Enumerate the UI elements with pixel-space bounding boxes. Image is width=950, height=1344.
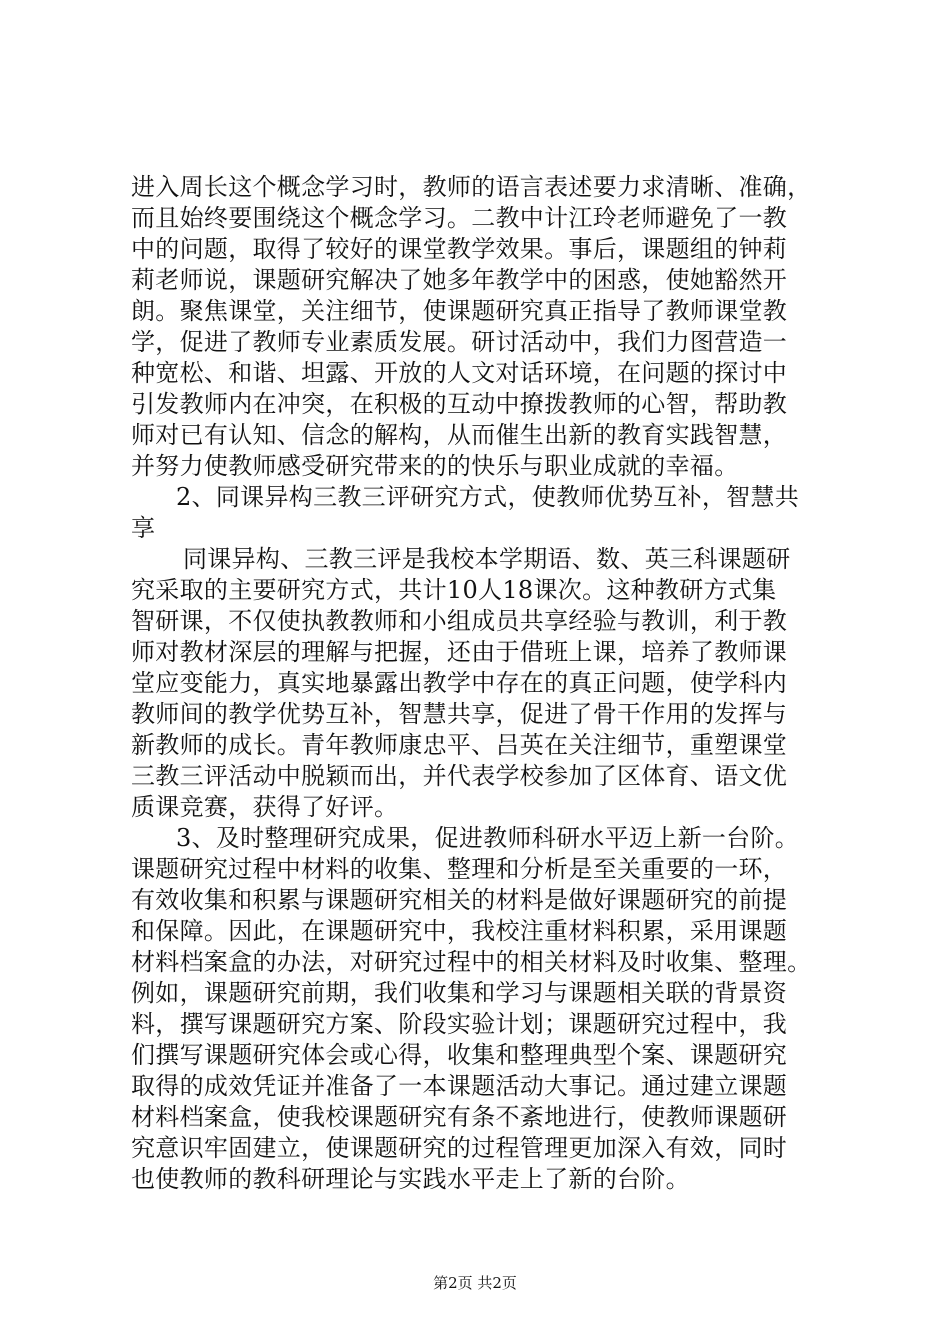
text-line: 堂应变能力，真实地暴露出教学中存在的真正问题，使学科内 (131, 669, 788, 697)
text-line: 例如，课题研究前期，我们收集和学习与课题相关联的背景资 (131, 979, 788, 1007)
text-line: 进入周长这个概念学习时，教师的语言表述要力求清晰、准确， (131, 173, 812, 201)
text-line: 质课竞赛，获得了好评。 (131, 793, 399, 821)
text-line: 和保障。因此，在课题研究中，我校注重材料积累，采用课题 (131, 917, 788, 945)
page-footer: 第2页 共2页 (433, 1274, 517, 1292)
text-line: 朗。聚焦课堂，关注细节，使课题研究真正指导了教师课堂教 (131, 297, 788, 325)
text-line: 引发教师内在冲突，在积极的互动中撩拨教师的心智，帮助教 (131, 390, 788, 418)
text-line: 教师间的教学优势互补，智慧共享，促进了骨干作用的发挥与 (131, 700, 788, 728)
text-line: 学，促进了教师专业素质发展。研讨活动中，我们力图营造一 (131, 328, 788, 356)
section-heading-3: 3、及时整理研究成果，促进教师科研水平迈上新一台阶。 (176, 824, 800, 852)
text-line: 究采取的主要研究方式，共计10人18课次。这种教研方式集 (131, 576, 777, 604)
text-line: 新教师的成长。青年教师康忠平、吕英在关注细节，重塑课堂 (131, 731, 788, 759)
text-line: 而且始终要围绕这个概念学习。二教中计江玲老师避免了一教 (131, 204, 788, 232)
section-heading-2: 2、同课异构三教三评研究方式，使教师优势互补，智慧共 (176, 483, 800, 511)
text-line: 种宽松、和谐、坦露、开放的人文对话环境，在问题的探讨中 (131, 359, 788, 387)
text-line: 也使教师的教科研理论与实践水平走上了新的台阶。 (131, 1165, 690, 1193)
text-line: 有效收集和积累与课题研究相关的材料是做好课题研究的前提 (131, 886, 788, 914)
text-line: 享 (131, 514, 156, 542)
text-line: 课题研究过程中材料的收集、整理和分析是至关重要的一环， (131, 855, 788, 883)
text-line: 三教三评活动中脱颖而出，并代表学校参加了区体育、语文优 (131, 762, 788, 790)
paragraph-start: 同课异构、三教三评是我校本学期语、数、英三科课题研 (183, 545, 791, 573)
text-line: 材料档案盒的办法，对研究过程中的相关材料及时收集、整理。 (131, 948, 812, 976)
text-line: 究意识牢固建立，使课题研究的过程管理更加深入有效，同时 (131, 1134, 788, 1162)
text-line: 中的问题，取得了较好的课堂教学效果。事后，课题组的钟莉 (131, 235, 788, 263)
document-body (131, 172, 831, 1195)
text-line: 莉老师说，课题研究解决了她多年教学中的困惑，使她豁然开 (131, 266, 788, 294)
text-line: 们撰写课题研究体会或心得，收集和整理典型个案、课题研究 (131, 1041, 788, 1069)
text-line: 智研课，不仅使执教教师和小组成员共享经验与教训，利于教 (131, 607, 788, 635)
text-line: 材料档案盒，使我校课题研究有条不紊地进行，使教师课题研 (131, 1103, 788, 1131)
text-line: 师对已有认知、信念的解构，从而催生出新的教育实践智慧， (131, 421, 788, 449)
text-line: 料，撰写课题研究方案、阶段实验计划；课题研究过程中，我 (131, 1010, 788, 1038)
text-line: 取得的成效凭证并准备了一本课题活动大事记。通过建立课题 (131, 1072, 788, 1100)
text-line: 师对教材深层的理解与把握，还由于借班上课，培养了教师课 (131, 638, 788, 666)
text-line: 并努力使教师感受研究带来的的快乐与职业成就的幸福。 (131, 452, 739, 480)
